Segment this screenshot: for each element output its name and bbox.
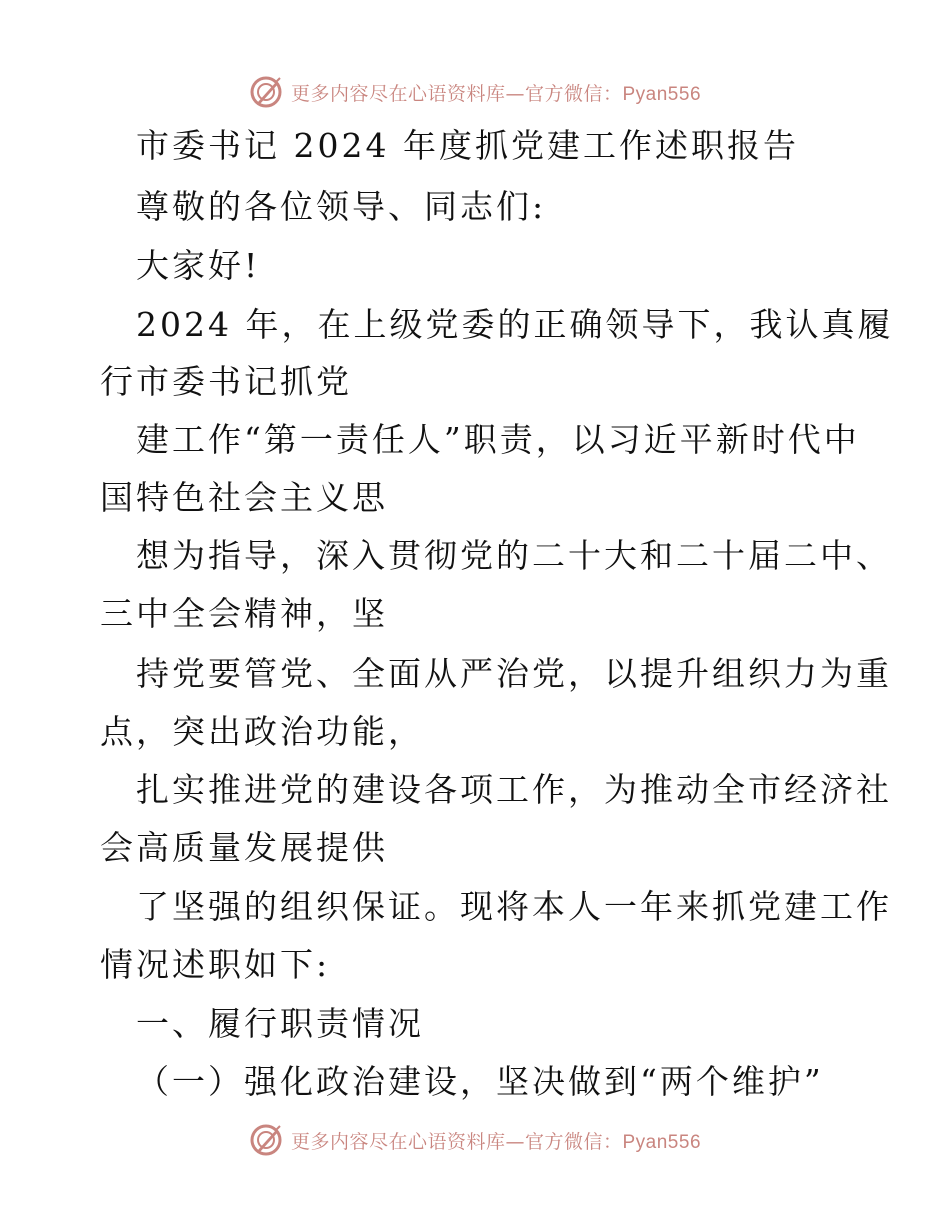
paragraph-line: 国特色社会主义思 (100, 478, 388, 517)
paragraph-line: 扎实推进党的建设各项工作，为推动全市经济社 (136, 770, 892, 809)
salutation: 尊敬的各位领导、同志们: (136, 187, 547, 226)
greeting: 大家好! (136, 246, 261, 285)
paragraph-line: 了坚强的组织保证。现将本人一年来抓党建工作 (136, 887, 892, 926)
paragraph-line: 情况述职如下: (100, 945, 331, 984)
watermark-wechat-id: Pyan556 (622, 83, 702, 105)
subsection-heading: （一）强化政治建设，坚决做到“两个维护” (136, 1062, 824, 1101)
watermark-text (291, 1127, 701, 1154)
pen-circle-logo-icon (249, 1123, 283, 1157)
watermark-site-name: 更多内容尽在心语资料库 (290, 1130, 506, 1153)
section-heading: 一、履行职责情况 (136, 1004, 424, 1043)
watermark-wechat-id: Pyan556 (622, 1131, 702, 1153)
watermark-official-label: 官方微信： (524, 1130, 623, 1153)
paragraph-line: 想为指导，深入贯彻党的二十大和二十届二中、 (136, 536, 892, 575)
watermark-official-label: 官方微信： (524, 82, 623, 105)
paragraph-line: 2024 年，在上级党委的正确领导下，我认真履 (136, 305, 894, 344)
paragraph-line: 点，突出政治功能， (100, 712, 424, 751)
watermark-dash: — (505, 1130, 525, 1153)
document-title: 市委书记 2024 年度抓党建工作述职报告 (136, 126, 799, 165)
paragraph-line: 三中全会精神，坚 (100, 594, 388, 633)
footer-watermark (0, 1118, 950, 1162)
paragraph-line: 持党要管党、全面从严治党，以提升组织力为重 (136, 654, 892, 693)
paragraph-line: 行市委书记抓党 (100, 362, 352, 401)
paragraph-line: 建工作“第一责任人”职责，以习近平新时代中 (136, 420, 860, 459)
watermark-dash: — (505, 82, 525, 105)
paragraph-line: 会高质量发展提供 (100, 828, 388, 867)
watermark-site-name: 更多内容尽在心语资料库 (290, 82, 506, 105)
